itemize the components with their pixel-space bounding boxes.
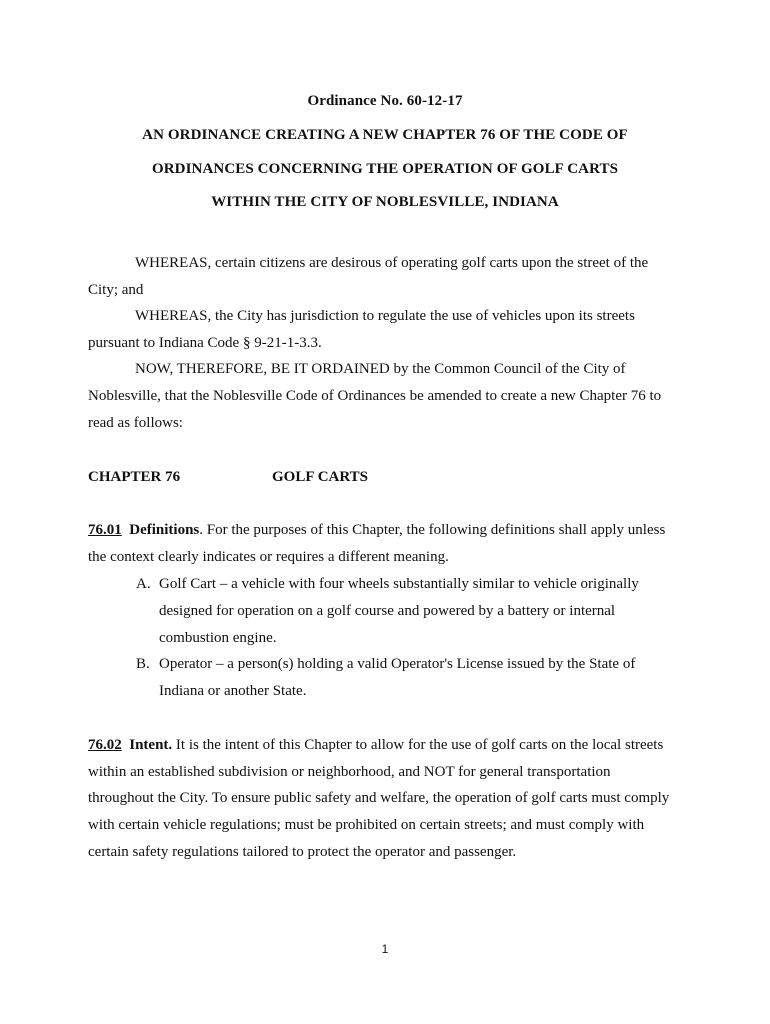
item-a-marker: A. [136, 576, 151, 592]
chapter-name: GOLF CARTS [272, 469, 369, 485]
ordinance-number: Ordinance No. 60-12-17 [307, 93, 463, 109]
item-b-line-1: Operator – a person(s) holding a valid Operator's License issued by the State of [159, 656, 636, 672]
whereas-1-line-1: WHEREAS, certain citizens are desirous of operating golf carts upon the street of the [135, 255, 649, 271]
whereas-2-line-2: pursuant to Indiana Code § 9-21-1-3.3. [88, 335, 322, 351]
section-76-02-line-1 [88, 737, 663, 754]
section-76-02-text: It is the intent of this Chapter to allow for the use of golf carts on the local streets [172, 737, 664, 753]
section-76-01-line-2: the context clearly indicates or requires a different meaning. [88, 549, 449, 565]
title-line-3: WITHIN THE CITY OF NOBLESVILLE, INDIANA [211, 194, 559, 210]
section-76-02-number: 76.02 [88, 737, 122, 753]
item-b-marker: B. [136, 656, 150, 672]
section-76-01-line-1 [88, 522, 665, 539]
chapter-number: CHAPTER 76 [88, 469, 181, 485]
whereas-1-line-2: City; and [88, 282, 144, 298]
section-76-02-line-2: within an established subdivision or neighborhood, and NOT for general transportation [88, 764, 611, 780]
whereas-2-line-1: WHEREAS, the City has jurisdiction to regulate the use of vehicles upon its streets [135, 308, 635, 324]
section-76-02-line-3: throughout the City. To ensure public safety and welfare, the operation of golf carts must comply [88, 790, 670, 806]
title-line-1: AN ORDINANCE CREATING A NEW CHAPTER 76 OF THE CODE OF [142, 127, 628, 143]
item-b-line-2: Indiana or another State. [159, 683, 307, 699]
section-76-02-line-4: with certain vehicle regulations; must be prohibited on certain streets; and must comply with [88, 817, 645, 833]
section-76-02-heading: Intent. [129, 737, 173, 753]
ordained-line-1: NOW, THEREFORE, BE IT ORDAINED by the Common Council of the City of [135, 361, 626, 377]
title-line-2: ORDINANCES CONCERNING THE OPERATION OF GOLF CARTS [151, 161, 619, 177]
section-76-01-text: . For the purposes of this Chapter, the following definitions shall apply unless [199, 522, 666, 538]
page-number: 1 [381, 942, 389, 956]
section-76-02-line-5: certain safety regulations tailored to protect the operator and passenger. [88, 844, 517, 860]
item-a-line-3: combustion engine. [159, 630, 277, 646]
section-76-01-number: 76.01 [88, 522, 122, 538]
item-a-line-2: designed for operation on a golf course and powered by a battery or internal [159, 603, 616, 619]
ordained-line-2: Noblesville, that the Noblesville Code of Ordinances be amended to create a new Chapter 76 to [88, 388, 662, 404]
item-a-line-1: Golf Cart – a vehicle with four wheels substantially similar to vehicle originally [159, 576, 639, 592]
ordained-line-3: read as follows: [88, 415, 183, 431]
section-76-01-heading: Definitions [129, 522, 200, 538]
